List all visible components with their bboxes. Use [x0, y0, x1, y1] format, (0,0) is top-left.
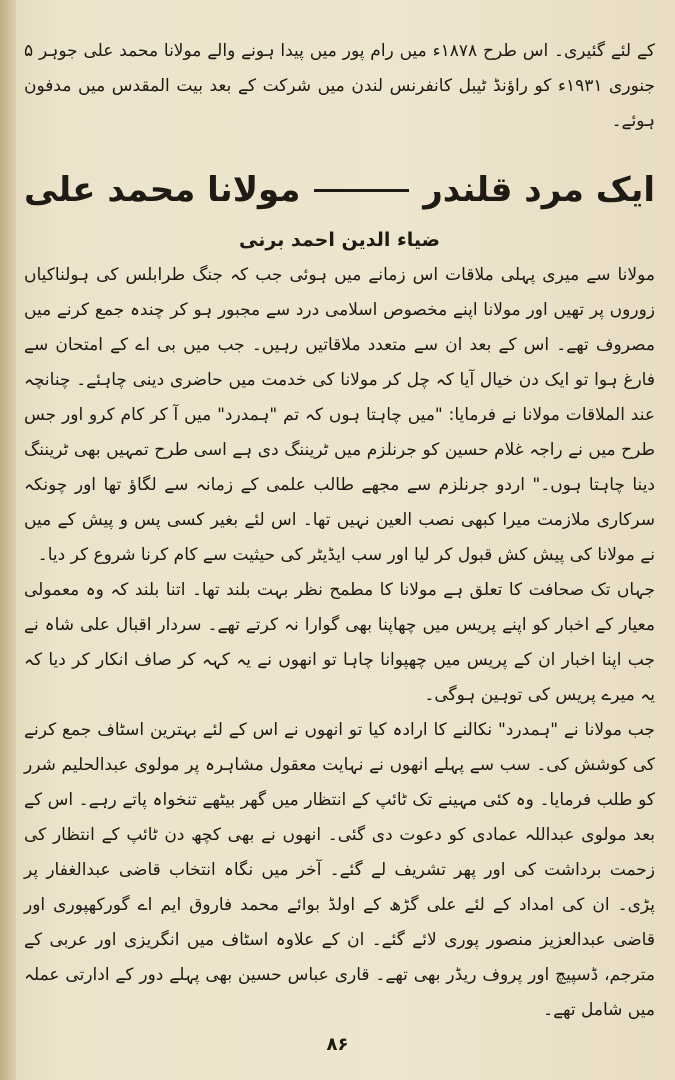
page-number: ۸۶ [326, 1034, 349, 1055]
body-paragraph-1: مولانا سے میری پہلی ملاقات اس زمانے میں ہوئی جب کہ جنگ طرابلس کی ہولناکیاں زوروں پر تھیں اور مولانا اپنے مخصوص اسلامی درد سے مجبور ہو کر چندہ جمع کرنے میں مصروف تھے۔ اس کے بعد ان سے متعدد ملاقاتیں رہیں۔ جب میں بی اے کے امتحان سے فارغ ہوا تو ایک دن خیال آیا کہ چل کر مولانا کی خدمت میں حاضری دینی چاہئے۔ چنانچہ عند الملاقات مولانا نے فرمایا: "میں چاہتا ہوں کہ تم "ہمدرد" میں آ کر کام کرو اور جس طرح میں نے راجہ غلام حسین کو جرنلزم میں ٹریننگ دی ہے اسی طرح تمہیں بھی ٹریننگ دینا چاہتا ہوں۔" اردو جرنلزم سے مجھے طالب علمی کے زمانہ سے لگاؤ تھا اور چونکہ سرکاری ملازمت میرا کبھی نصب العین نہیں تھا۔ اس لئے بغیر کسی پس و پیش کے میں نے مولانا کی پیش کش قبول کر لیا اور سب ایڈیٹر کی حیثیت سے کام کرنا شروع کر دیا۔ [24, 265, 655, 565]
heading-right-part: مولانا محمد علی [24, 169, 301, 210]
intro-paragraph: کے لئے گئیری۔ اس طرح ۱۸۷۸ء میں رام پور میں پیدا ہونے والے مولانا محمد علی جوہر ۵ جنوری ۱۹۳۱ء کو راؤنڈ ٹیبل کانفرنس لندن میں شرکت کے بعد بیت المقدس میں مدفون ہوئے۔ [24, 41, 655, 131]
page-text-block [24, 34, 655, 1028]
heading-dash [314, 189, 409, 192]
body-paragraph-2: جہاں تک صحافت کا تعلق ہے مولانا کا مطمح نظر بہت بلند تھا۔ اتنا بلند کہ وہ معمولی معیار کے اخبار کو اپنے پریس میں چھاپنا بھی گوارا نہ کرتے تھے۔ سردار اقبال علی شاہ نے جب اپنا اخبار ان کے پریس میں چھپوانا چاہا تو انھوں نے یہ کہہ کر صاف انکار کر دیا کہ یہ میرے پریس کی توہین ہوگی۔ [24, 580, 655, 705]
book-spine-shadow [0, 0, 16, 1080]
author-name: ضیاء الدین احمد برنی [239, 229, 440, 251]
heading-left-part: ایک مرد قلندر [423, 169, 655, 210]
article-heading [24, 157, 655, 223]
body-paragraph-3: جب مولانا نے "ہمدرد" نکالنے کا ارادہ کیا تو انھوں نے اس کے لئے بہترین اسٹاف جمع کرنے کی کوشش کی۔ سب سے پہلے انھوں نے نہایت معقول مشاہرہ پر مولوی عبدالحلیم شرر کو طلب فرمایا۔ وہ کئی مہینے تک ٹائپ کے انتظار میں گھر بیٹھے تنخواہ پاتے رہے۔ اس کے بعد مولوی عبداللہ عمادی کو دعوت دی گئی۔ انھوں نے بھی کچھ دن ٹائپ کے انتظار کی زحمت برداشت کی اور پھر تشریف لے گئے۔ آخر میں نگاہ انتخاب قاضی عبدالغفار پر پڑی۔ ان کی امداد کے لئے علی گڑھ کے اولڈ بوائے محمد فاروق ایم اے گورکھپوری اور قاضی عبدالعزیز منصور پوری لائے گئے۔ ان کے علاوہ اسٹاف میں انگریزی اور عربی کے مترجم، ڈسپیچ اور پروف ریڈر بھی تھے۔ قاری عباس حسین بھی پہلے دور کے ادارتی عملہ میں شامل تھے۔ [24, 720, 655, 1020]
